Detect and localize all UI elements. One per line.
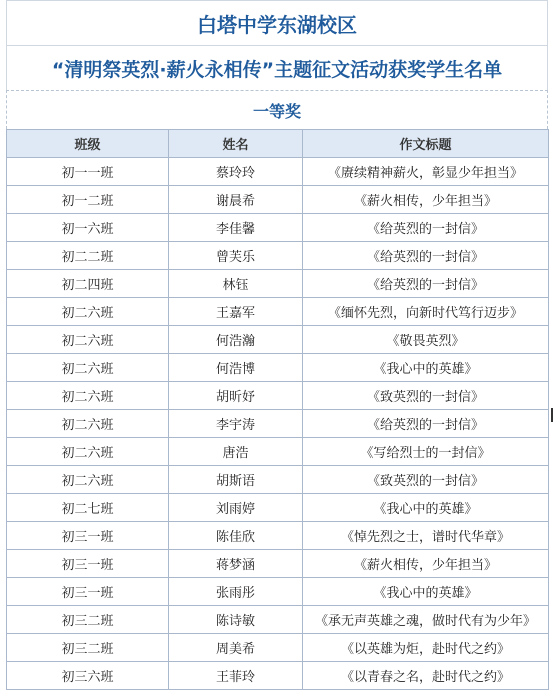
table-row xyxy=(7,466,549,494)
cell-student-name: 蒋梦涵 xyxy=(169,550,303,578)
cell-student-name: 曾芙乐 xyxy=(169,242,303,270)
cell-class: 初一六班 xyxy=(7,214,169,242)
school-title-row xyxy=(6,0,548,45)
event-subtitle: “清明祭英烈·薪火永相传”主题征文活动获奖学生名单 xyxy=(51,58,503,81)
cell-student-name: 张雨彤 xyxy=(169,578,303,606)
cell-essay-title: 《致英烈的一封信》 xyxy=(303,466,549,494)
cell-student-name: 胡昕妤 xyxy=(169,382,303,410)
column-header-title: 作文标题 xyxy=(303,130,549,158)
cell-student-name: 何浩瀚 xyxy=(169,326,303,354)
cell-class: 初二二班 xyxy=(7,242,169,270)
cell-student-name: 林钰 xyxy=(169,270,303,298)
cell-essay-title: 《致英烈的一封信》 xyxy=(303,382,549,410)
column-header-class: 班级 xyxy=(7,130,169,158)
cell-essay-title: 《承无声英雄之魂，做时代有为少年》 xyxy=(303,606,549,634)
cell-student-name: 陈佳欣 xyxy=(169,522,303,550)
cell-essay-title: 《给英烈的一封信》 xyxy=(303,410,549,438)
text-cursor-mark xyxy=(551,408,553,422)
cell-class: 初三二班 xyxy=(7,634,169,662)
cell-class: 初一二班 xyxy=(7,186,169,214)
table-row xyxy=(7,186,549,214)
cell-class: 初三一班 xyxy=(7,578,169,606)
school-title: 白塔中学东湖校区 xyxy=(197,12,357,37)
table-row xyxy=(7,326,549,354)
cell-class: 初三二班 xyxy=(7,606,169,634)
column-header-name: 姓名 xyxy=(169,130,303,158)
cell-student-name: 蔡玲玲 xyxy=(169,158,303,186)
cell-student-name: 李宇涛 xyxy=(169,410,303,438)
cell-essay-title: 《给英烈的一封信》 xyxy=(303,242,549,270)
cell-class: 初二七班 xyxy=(7,494,169,522)
cell-essay-title: 《写给烈士的一封信》 xyxy=(303,438,549,466)
cell-student-name: 王菲玲 xyxy=(169,662,303,690)
cell-class: 初二六班 xyxy=(7,410,169,438)
cell-student-name: 何浩博 xyxy=(169,354,303,382)
table-row xyxy=(7,354,549,382)
cell-student-name: 李佳馨 xyxy=(169,214,303,242)
cell-class: 初三六班 xyxy=(7,662,169,690)
award-level-row xyxy=(6,90,548,129)
cell-essay-title: 《赓续精神薪火，彰显少年担当》 xyxy=(303,158,549,186)
table-row xyxy=(7,298,549,326)
cell-essay-title: 《缅怀先烈，向新时代笃行迈步》 xyxy=(303,298,549,326)
cell-student-name: 王嘉军 xyxy=(169,298,303,326)
cell-essay-title: 《敬畏英烈》 xyxy=(303,326,549,354)
table-row xyxy=(7,550,549,578)
cell-essay-title: 《给英烈的一封信》 xyxy=(303,214,549,242)
cell-class: 初二六班 xyxy=(7,354,169,382)
cell-student-name: 唐浩 xyxy=(169,438,303,466)
table-row xyxy=(7,606,549,634)
cell-class: 初二六班 xyxy=(7,466,169,494)
table-row xyxy=(7,270,549,298)
cell-essay-title: 《以英雄为炬，赴时代之约》 xyxy=(303,634,549,662)
table-row xyxy=(7,662,549,690)
table-row xyxy=(7,214,549,242)
cell-essay-title: 《我心中的英雄》 xyxy=(303,494,549,522)
cell-class: 初三一班 xyxy=(7,522,169,550)
table-row xyxy=(7,158,549,186)
cell-essay-title: 《薪火相传，少年担当》 xyxy=(303,550,549,578)
cell-student-name: 谢晨希 xyxy=(169,186,303,214)
cell-essay-title: 《我心中的英雄》 xyxy=(303,578,549,606)
cell-class: 初一一班 xyxy=(7,158,169,186)
winners-table xyxy=(6,129,549,690)
table-row xyxy=(7,522,549,550)
cell-student-name: 胡斯语 xyxy=(169,466,303,494)
table-header-row xyxy=(7,130,549,158)
award-level: 一等奖 xyxy=(252,101,301,121)
table-row xyxy=(7,578,549,606)
cell-student-name: 周美希 xyxy=(169,634,303,662)
subtitle-row xyxy=(6,45,548,90)
cell-essay-title: 《悼先烈之士，谱时代华章》 xyxy=(303,522,549,550)
table-row xyxy=(7,382,549,410)
cell-essay-title: 《薪火相传，少年担当》 xyxy=(303,186,549,214)
cell-class: 初二四班 xyxy=(7,270,169,298)
table-row xyxy=(7,438,549,466)
table-row xyxy=(7,242,549,270)
cell-student-name: 陈诗敏 xyxy=(169,606,303,634)
cell-class: 初二六班 xyxy=(7,438,169,466)
cell-class: 初三一班 xyxy=(7,550,169,578)
cell-class: 初二六班 xyxy=(7,326,169,354)
cell-essay-title: 《我心中的英雄》 xyxy=(303,354,549,382)
table-row xyxy=(7,634,549,662)
award-sheet xyxy=(6,0,548,690)
cell-class: 初二六班 xyxy=(7,382,169,410)
cell-essay-title: 《给英烈的一封信》 xyxy=(303,270,549,298)
table-row xyxy=(7,494,549,522)
cell-class: 初二六班 xyxy=(7,298,169,326)
cell-essay-title: 《以青春之名，赴时代之约》 xyxy=(303,662,549,690)
cell-student-name: 刘雨婷 xyxy=(169,494,303,522)
table-row xyxy=(7,410,549,438)
